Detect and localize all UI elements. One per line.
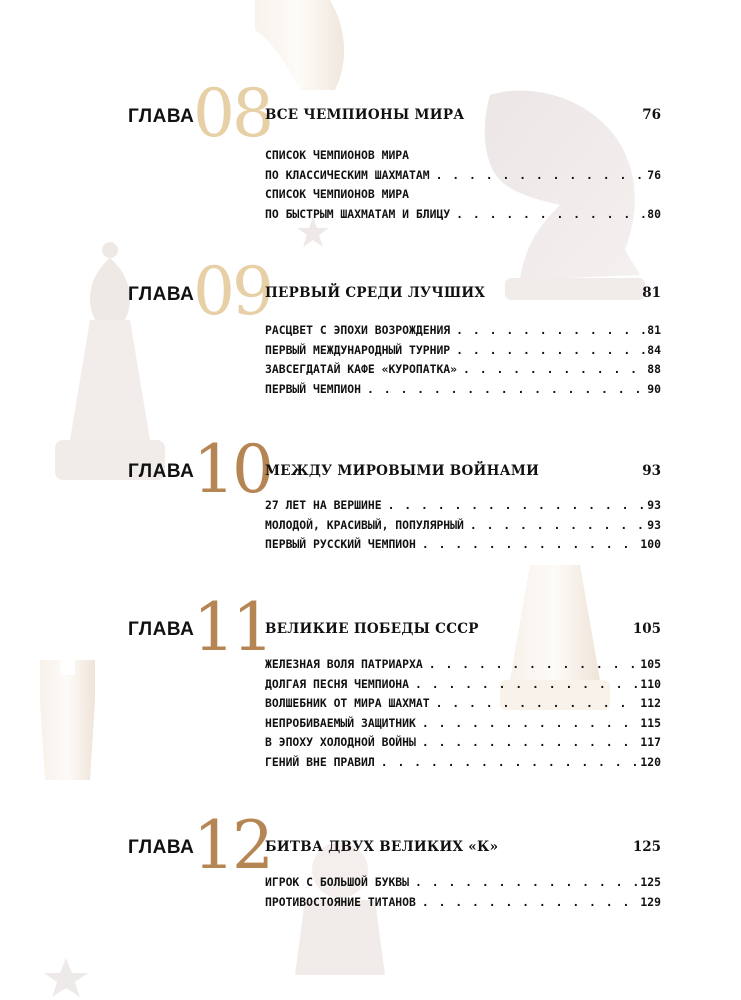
chapter-label: ГЛАВА (128, 284, 195, 305)
chapter-number: 11 (193, 589, 271, 666)
chapter-08 (0, 75, 741, 234)
toc-entry[interactable] (265, 875, 661, 895)
entry-page: 125 (640, 875, 661, 889)
entry-label: 27 ЛЕТ НА ВЕРШИНЕ (265, 498, 382, 512)
chapter-12 (0, 807, 741, 925)
chapter-title[interactable]: ВСЕ ЧЕМПИОНЫ МИРА (265, 107, 465, 123)
dot-leader (436, 168, 646, 182)
toc-entry[interactable] (265, 537, 661, 557)
chapter-10 (0, 431, 741, 570)
dot-leader (456, 207, 645, 221)
chapter-page: 93 (642, 463, 661, 479)
entry-label: ИГРОК С БОЛЬШОЙ БУКВЫ (265, 875, 410, 889)
entry-label: ПЕРВЫЙ ЧЕМПИОН (265, 381, 362, 396)
toc-entry[interactable] (265, 895, 661, 915)
chapter-09 (0, 253, 741, 412)
entry-label: НЕПРОБИВАЕМЫЙ ЗАЩИТНИК (265, 715, 416, 730)
entry-page: 93 (647, 498, 661, 512)
chapter-number: 10 (193, 431, 271, 508)
toc-entry[interactable] (265, 657, 661, 677)
dot-leader (422, 537, 639, 551)
entry-page: 115 (640, 715, 661, 730)
chapter-label: ГЛАВА (128, 619, 195, 640)
dot-leader (456, 323, 645, 337)
entry-page: 129 (640, 894, 661, 909)
toc-entry[interactable] (265, 518, 661, 538)
dot-leader (367, 382, 645, 396)
dot-leader (456, 343, 645, 357)
entry-label: РАСЦВЕТ С ЭПОХИ ВОЗРОЖДЕНИЯ (265, 323, 451, 337)
entry-page: 105 (640, 657, 661, 671)
toc-entry[interactable] (265, 382, 661, 402)
dot-leader (422, 895, 639, 909)
chapter-number: 12 (193, 807, 271, 884)
toc-entry[interactable] (265, 735, 661, 755)
chapter-label: ГЛАВА (128, 461, 195, 482)
toc-entry[interactable] (265, 362, 661, 382)
entry-list (265, 323, 661, 401)
entry-page: 110 (640, 676, 661, 691)
entry-list (265, 657, 661, 775)
chapter-page: 105 (632, 621, 661, 637)
chapter-number: 08 (193, 75, 271, 152)
chapter-title[interactable]: МЕЖДУ МИРОВЫМИ ВОЙНАМИ (265, 463, 540, 479)
toc-entry[interactable] (265, 187, 661, 207)
entry-label: СПИСОК ЧЕМПИОНОВ МИРА (265, 187, 410, 202)
chapter-title[interactable]: ВЕЛИКИЕ ПОБЕДЫ СССР (265, 621, 479, 637)
dot-leader (429, 657, 639, 671)
entry-label: ЗАВСЕГДАТАЙ КАФЕ «КУРОПАТКА» (265, 362, 458, 377)
dot-leader (381, 755, 639, 769)
dot-leader (422, 716, 639, 730)
entry-page: 90 (647, 381, 661, 396)
chapter-page: 81 (642, 285, 661, 301)
toc-entry[interactable] (265, 755, 661, 775)
entry-label: ГЕНИЙ ВНЕ ПРАВИЛ (265, 754, 375, 769)
toc-entry[interactable] (265, 716, 661, 736)
entry-label: ВОЛШЕБНИК ОТ МИРА ШАХМАТ (265, 696, 430, 711)
chapter-label: ГЛАВА (128, 106, 195, 127)
toc-entry[interactable] (265, 696, 661, 716)
entry-page: 76 (647, 167, 661, 182)
entry-list (265, 875, 661, 914)
entry-page: 88 (647, 362, 661, 377)
toc-entry[interactable] (265, 148, 661, 168)
entry-label: ПРОТИВОСТОЯНИЕ ТИТАНОВ (265, 894, 416, 909)
entry-page: 117 (640, 735, 661, 750)
dot-leader (415, 677, 638, 691)
entry-list (265, 498, 661, 557)
entry-label: ПЕРВЫЙ РУССКИЙ ЧЕМПИОН (265, 537, 416, 552)
entry-label: ПО КЛАССИЧЕСКИМ ШАХМАТАМ (265, 167, 430, 182)
entry-label: ПЕРВЫЙ МЕЖДУНАРОДНЫЙ ТУРНИР (265, 342, 451, 357)
entry-label: МОЛОДОЙ, КРАСИВЫЙ, ПОПУЛЯРНЫЙ (265, 517, 464, 532)
entry-label: ПО БЫСТРЫМ ШАХМАТАМ И БЛИЦУ (265, 206, 451, 221)
dot-leader (436, 696, 639, 710)
dot-leader (388, 498, 646, 512)
star-icon (44, 958, 88, 997)
chapter-label: ГЛАВА (128, 837, 195, 858)
entry-page: 80 (647, 206, 661, 221)
chapter-title[interactable]: БИТВА ДВУХ ВЕЛИКИХ «К» (265, 839, 499, 855)
toc-entry[interactable] (265, 343, 661, 363)
entry-label: ДОЛГАЯ ПЕСНЯ ЧЕМПИОНА (265, 676, 410, 691)
chapter-number: 09 (193, 253, 271, 330)
chapter-page: 76 (642, 107, 661, 123)
toc-entry[interactable] (265, 498, 661, 518)
chapter-title[interactable]: ПЕРВЫЙ СРЕДИ ЛУЧШИХ (265, 285, 486, 301)
dot-leader (463, 362, 645, 376)
entry-label: СПИСОК ЧЕМПИОНОВ МИРА (265, 148, 410, 162)
entry-page: 93 (647, 517, 661, 532)
entry-page: 100 (640, 537, 661, 552)
entry-page: 120 (640, 754, 661, 769)
dot-leader (415, 875, 638, 889)
dot-leader (422, 735, 639, 749)
dot-leader (470, 518, 645, 532)
toc-entry[interactable] (265, 323, 661, 343)
chapter-11 (0, 589, 741, 787)
chapter-page: 125 (632, 839, 661, 855)
toc-entry[interactable] (265, 168, 661, 188)
toc-entry[interactable] (265, 207, 661, 227)
entry-page: 84 (647, 342, 661, 357)
entry-label: ЖЕЛЕЗНАЯ ВОЛЯ ПАТРИАРХА (265, 657, 423, 671)
entry-page: 112 (640, 696, 661, 711)
entry-page: 81 (647, 323, 661, 337)
entry-list (265, 148, 661, 226)
entry-label: В ЭПОХУ ХОЛОДНОЙ ВОЙНЫ (265, 735, 416, 750)
toc-entry[interactable] (265, 677, 661, 697)
